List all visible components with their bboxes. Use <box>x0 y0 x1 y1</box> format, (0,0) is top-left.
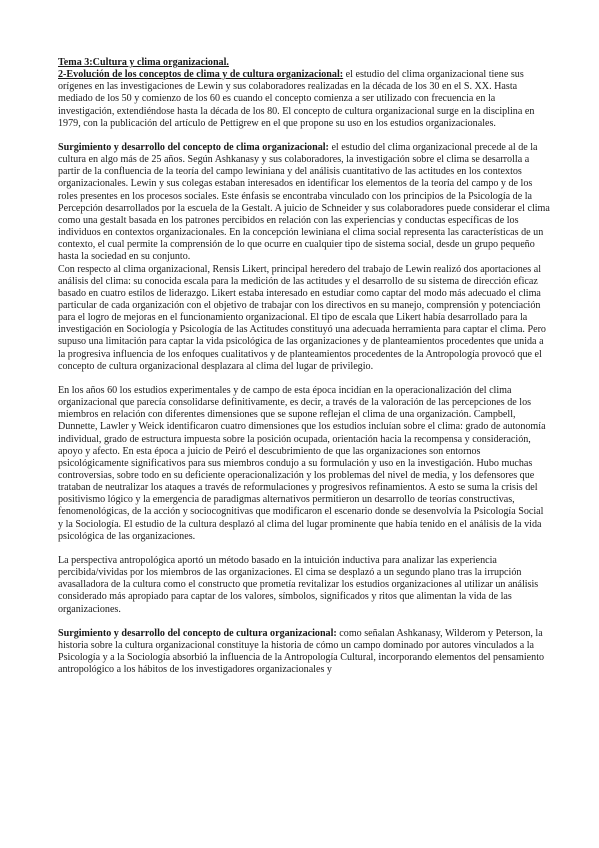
document-page <box>58 57 550 676</box>
paragraph-anos-60: En los años 60 los estudios experimentales y de campo de esta época incidían en la operacionalización del clima organizacional que parecía consolidarse definitivamente, es decir, a través de la valoración de las percepciones de los miembros en relación con diferentes dimensiones que se supone reflejan el clima de una organización. Campbell, Dunnette, Lawler y Weick identificaron cuatro dimensiones que los estudios incluían sobre el clima: grado de autonomía individual, grado de estructura impuesta sobre la posición ocupada, orientación hacia la recompensa y consideración, apoyo y afecto. En esta época a juicio de Peiró el descubrimiento de que las organizaciones son entornos psicológicamente significativos para sus miembros condujo a su formulación y uso en la investigación. Hubo muchas controversias, sobre todo en su deficiente operacionalización y los problemas del nivel de media, y los defensores que trataban de neutralizar los ataques a través de reformulaciones y progresivos refinamientos. A esto se suma la crisis del positivismo lógico y la emergencia de paradigmas alternativos permitieron un desarrollo de teorías constructivas, fenomenológicas, de la acción y sociocognitivas que modificaron el escenario donde se desenvolvía la Psicología Social y la Sociología. El estudio de la cultura desplazó al clima del lugar prominente que había tenido en el análisis de la vida psicológica de las organizaciones. <box>58 384 546 542</box>
section-evolution-heading: 2-Evolución de los conceptos de clima y de cultura organizacional: <box>58 69 344 81</box>
section-evolution <box>58 69 550 130</box>
paragraph-antropologica: La perspectiva antropológica aportó un método basado en la intuición inductiva para analizar las experiencia percibida/vividas por los miembros de las organizaciones. El cima se desplazó a un segundo plano tras la irrupción avasalladora de la cultura como el constructo que prometía revitalizar los estudios organizaciones al utilizar un análisis considerado más apropiado para captar de los valores, símbolos, significados y ritos que alimentan la vida de las organizaciones. <box>58 554 539 615</box>
document-title: Tema 3:Cultura y clima organizacional. <box>58 57 229 68</box>
section-clima-heading: Surgimiento y desarrollo del concepto de clima organizacional: <box>58 141 329 153</box>
section-cultura-text: como señalan Ashkanasy, Wilderom y Peterson, la historia sobre la cultura organizacional constituye la historia de cómo un campo dominado por autores vinculados a la Psicología y a la Sociología absorbió la influencia de la Antropología Cultural, incorporando elementos del pensamiento antropológico a los hábitos de los investigadores organizacionales y <box>58 627 545 676</box>
section-cultura <box>58 628 550 677</box>
section-clima-text: el estudio del clima organizacional precede al de la cultura en algo más de 25 años. Según Ashkanasy y sus colaboradores, la investigación sobre el clima se desarrolla a partir de la confluencia de la teoría del campo lewiniana y del análisis cuantitativo de las actitudes en los contextos organizacionales. Lewin y sus colegas estaban interesados en identificar los elementos de la teoría del campo y de los roles presentes en los procesos sociales. Este énfasis se encontraba vinculado con los principios de la Psicología de la Percepción desarrollados por la escuela de la Gestalt. A juicio de Schneider y sus colaboradores puede considerar el clima como una gestalt basada en los patrones percibidos en relación con las experiencias y conductas específicas de los individuos en contextos organizacionales. En la concepción lewiniana el clima social representa las características de un contexto, el cual permite la comprensión de lo que ocurre en cualquier tipo de sistema social, desde un grupo pequeño hasta la sociedad en su conjunto. <box>58 141 550 263</box>
paragraph-gap <box>58 543 550 555</box>
paragraph-gap <box>58 616 550 628</box>
section-evolution-text: el estudio del clima organizacional tiene sus orígenes en las investigaciones de Lewin y sus colaboradores realizadas en la década de los 30 en el S. XX. Hasta mediado de los 50 y comienzo de los 60 es cuando el concepto comienza a ser utilizado con frecuencia en la investigación, extendiéndose hasta la década de los 80. El concepto de cultura organizacional surge en la disciplina en 1979, con la publicación del artículo de Pettigrew en el que propone su uso en los estudios organizacionales. <box>58 69 535 129</box>
section-clima <box>58 142 550 264</box>
paragraph-gap <box>58 373 550 385</box>
paragraph-likert: Con respecto al clima organizacional, Rensis Likert, principal heredero del trabajo de Lewin realizó dos aportaciones al análisis del clima: su conocida escala para la medición de las actitudes y el desarrollo de su sistema de dirección eficaz basado en cuatro estilos de liderazgo. Likert estaba interesado en estudiar como captar del modo más adecuado el clima particular de cada organización con el objetivo de trabajar con los directivos en su manejo, comprensión y potenciación para el logro de mejoras en el funcionamiento organizacional. El tipo de escala que Likert había desarrollado para la investigación en Sociología y Psicología de las Actitudes constituyó una adecuada herramienta para captar el clima. Pero supuso una limitación para captar la vida psicológica de las organizaciones y de planteamientos procedentes que unida a la progresiva influencia de los enfoques cualitativos y de planteamientos procedentes de la Antropología provocó que el concepto de cultura organizacional desplazara al clima del lugar de privilegio. <box>58 263 546 372</box>
section-cultura-heading: Surgimiento y desarrollo del concepto de cultura organizacional: <box>58 627 337 639</box>
paragraph-gap <box>58 130 550 142</box>
